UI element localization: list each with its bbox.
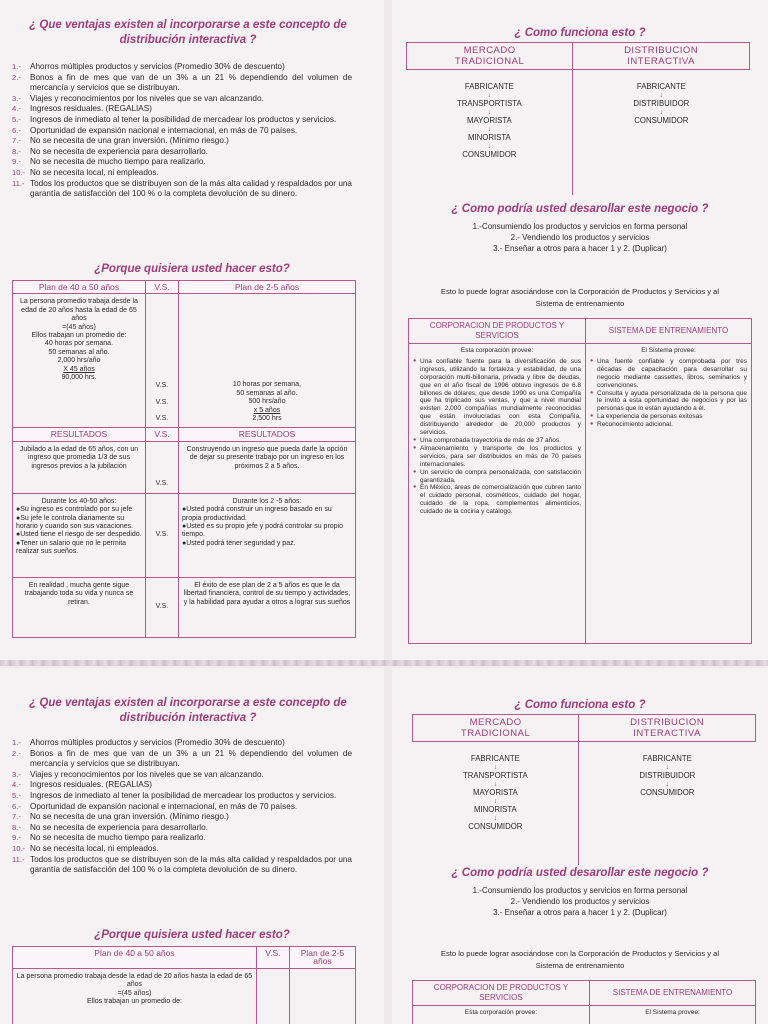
bullet-item: ●Su ingreso es controlado por su jefe [16,506,133,514]
item-text: No se necesita local, ni empleados. [30,167,159,177]
during-2-5 [178,493,355,577]
how-title: ¿ Como funciona esto ? [514,699,646,711]
arrow-down-icon: ↓ [659,109,664,116]
advantages-title-line1: ¿ Que ventajas existen al incorporarse a este concepto de [29,697,347,709]
text: INTERACTIVA [627,56,695,67]
system-header: SISTEMA DE ENTRENAMIENTO [590,981,756,1006]
item-number: 9.- [12,833,21,843]
text: Durante los 40-50 años: [41,497,117,505]
vs-cell: V.S. [145,577,178,637]
text: 10 horas por semana, [232,381,302,389]
advantage-item [12,115,352,126]
step-item: 1.-Consumiendo los productos y servicios en forma personal [472,886,688,895]
advantage-item [12,157,352,168]
system-item: ● Una fuente confiable y comprobada por tres décadas de capacitación para desarrollar su negocio mediante cassettes, libros, seminarios y convenciones. [590,358,747,390]
plan-comparison-table [12,946,356,1024]
text: Ellos trabajan un promedio de: [86,998,182,1006]
item-number: 11.- [12,854,25,864]
plan-2-5-header: Plan de 2-5 años [178,281,355,294]
text: V.S. [155,398,169,406]
text: =(45 años) [117,989,152,997]
item-number: 2.- [12,748,21,758]
arrow-down-icon: ↓ [493,781,498,788]
item-text: Todos los productos que se distribuyen son de la más alta calidad y respaldados por una garantía de satisfacción del 100 % o la completa devolución de su dinero. [30,854,352,875]
text: 50 semanas al año. [236,389,298,397]
text: DISTRIBUCION [630,717,705,728]
advantage-item [12,749,352,770]
bullet-item: ●Usted podrá tener seguridad y paz. [181,539,296,547]
system-item: ● Reconocimiento adicional. [590,421,747,429]
text: Sistema de entrenamiento [535,961,625,970]
item-number: 1.- [12,738,21,747]
text: 90,000 hrs. [61,374,97,382]
item-number: 11.- [12,178,25,188]
plan-40-50-hours [13,968,257,1024]
step-item: 3.- Enseñar a otros para a hacer 1 y 2. (Duplicar) [493,243,667,253]
text: 40 horas por semana. [44,340,114,348]
item-number: 2.- [12,72,21,82]
corporation-cell [413,1006,590,1024]
item-number: 10.- [12,843,26,853]
step-item: 2.- Vendiendo los productos y servicios [510,896,650,906]
market-comparison [412,714,756,865]
market-comparison [406,42,750,195]
vs-header-2: V.S. [145,428,178,441]
item-number: 6.- [12,801,21,811]
vs-header: V.S. [145,281,178,294]
item-text: Viajes y reconocimientos por los niveles que se van alcanzando. [30,93,264,103]
flow-step: CONSUMIDOR [462,150,517,159]
result-right: Construyendo un ingreso que pueda darle la opción de dejar su presente trabajo por un ingreso en los próximos 2 a 5 años. [178,441,355,493]
flow-step: MINORISTA [473,805,517,814]
flow-step: MAYORISTA [472,788,518,797]
text: Esto lo puede lograr asociándose con la Corporación de Productos y Servicios y al [440,949,720,958]
bullet-item: ●Usted es su propio jefe y podrá controlar su propio tiempo. [181,523,344,539]
bullet-item: ●Tener un salario que no le permita realizar sus sueños. [16,539,127,556]
text: TRADICIONAL [460,728,531,739]
text: La persona promedio trabaja desde la edad de 20 años hasta la edad de 65 años [20,298,138,323]
arrow-down-icon: ↓ [665,764,670,771]
vs-cell [256,968,289,1024]
item-text: No se necesita de experiencia para desarrollarlo. [30,822,208,832]
advantages-list [12,62,352,200]
item-text: Ingresos residuales. (REGALIAS) [30,780,152,790]
advantage-item [12,802,352,813]
item-text: Bonos a fin de mes que van de un 3% a un 21 % dependiendo del volumen de mercancía y servicios que se distribuyan. [30,72,352,93]
item-number: 7.- [12,812,21,822]
item-number: 1.- [12,62,21,71]
advantages-title-line2: distribución interactiva ? [119,712,257,724]
system-cell [590,1006,756,1024]
item-number: 8.- [12,822,21,832]
text: V.S. [155,415,169,422]
during-40-50 [13,493,146,577]
corporation-item: ● Almacenamiento y transporte de los productos y servicios, para ser distribuidos en más de 70 países internacionales. [413,445,581,469]
advantage-item [12,136,352,147]
text: 2,000 hrs/año [57,357,101,365]
results-header-left: RESULTADOS [13,428,146,441]
item-text: No se necesita de experiencia para desarrollarlo. [30,146,208,156]
flow-step: FABRICANTE [636,82,686,91]
text: 2,500 hrs [252,415,282,422]
flow-step: FABRICANTE [464,82,514,91]
text: El Sistema provee: [645,1009,700,1016]
develop-title: ¿ Como podría usted desarollar este negocio ? [451,203,709,215]
plan-comparison-table [12,280,356,638]
advantage-item [12,62,352,73]
traditional-flow [414,754,578,832]
traditional-flow [408,82,572,160]
item-text: Viajes y reconocimientos por los niveles que se van alcanzando. [30,769,264,779]
top-right-page [392,0,768,660]
advantages-title-line2: distribución interactiva ? [119,34,257,46]
advantage-item [12,94,352,105]
item-number: 5.- [12,114,21,124]
text: Ellos trabajan un promedio de: [31,332,127,340]
interactive-chain [573,70,750,196]
item-number: 10.- [12,167,26,177]
flow-step: CONSUMIDOR [634,116,689,125]
during-2-5-list [182,506,352,548]
advantage-item [12,73,352,94]
corporation-cell [409,344,586,644]
text: Esta corporación provee: [464,1009,538,1016]
item-text: Ingresos de inmediato al tener la posibilidad de mercadear los productos y servicios. [30,790,337,800]
traditional-chain [413,742,579,866]
achieve-text [392,948,768,972]
item-text: No se necesita de una gran inversión. (Mínimo riesgo.) [30,812,229,822]
system-item: ● La experiencia de personas exitosas [590,413,747,421]
text: V.S. [155,382,169,390]
flow-step: MAYORISTA [466,116,512,125]
system-item: ● Consulta y ayuda personalizada de la persona que le invitó a esta oportunidad de negocios y por las personas que lo están ayudando a él. [590,390,747,414]
results-header-right: RESULTADOS [178,428,355,441]
text: El Sistema provee: [641,347,696,354]
arrow-down-icon: ↓ [493,764,498,771]
steps-list [392,222,768,254]
traditional-chain [407,70,573,196]
advantages-title-line1: ¿ Que ventajas existen al incorporarse a este concepto de [29,19,347,31]
flow-step: CONSUMIDOR [640,788,695,797]
advantage-item [12,833,352,844]
steps-list [392,886,768,918]
result-left: Jubilado a la edad de 65 años, con un ingreso que promedia 1/3 de sus ingresos previos a la jubilación [13,441,146,493]
item-text: No se necesita de mucho tiempo para realizarlo. [30,833,206,843]
flow-step: TRANSPORTISTA [463,771,528,780]
item-number: 8.- [12,146,21,156]
arrow-down-icon: ↓ [665,781,670,788]
item-text: Ingresos residuales. (REGALIAS) [30,104,152,114]
advantage-item [12,179,352,200]
plan-2-5-hours [289,968,355,1024]
corporation-header: CORPORACION DE PRODUCTOS Y SERVICIOS [413,981,590,1006]
corporation-item: ● En México, áreas de comercialización que cubren tanto el cuidado personal, cosméticos, cuidado del hogar, cuidado de la ropa, complementos alimenticios, cuidado de la cocina y catálogo. [413,484,581,516]
arrow-down-icon: ↓ [487,143,492,150]
vs-header: V.S. [256,947,289,969]
plan-40-50-header: Plan de 40 a 50 años [13,947,257,969]
plan-2-5-header: Plan de 2-5 años [289,947,355,969]
arrow-down-icon: ↓ [487,92,492,99]
why-title: ¿Porque quisiera usted hacer esto? [94,263,290,275]
advantage-item [12,126,352,137]
text: TRADICIONAL [454,56,525,67]
corporation-system-table [412,980,756,1024]
interactive-header [573,43,750,70]
item-number: 9.- [12,157,21,167]
item-number: 5.- [12,790,21,800]
arrow-down-icon: ↓ [493,815,498,822]
interactive-flow [574,82,748,126]
how-title: ¿ Como funciona esto ? [514,27,646,39]
item-number: 3.- [12,769,21,779]
item-text: Ahorros múltiples productos y servicios (Promedio 30% de descuento) [30,62,285,71]
item-text: Ahorros múltiples productos y servicios (Promedio 30% de descuento) [30,738,285,747]
step-item: 2.- Vendiendo los productos y servicios [510,232,650,242]
item-text: No se necesita local, ni empleados. [30,843,159,853]
item-text: Oportunidad de expansión nacional e internacional, en más de 70 países. [30,125,298,135]
text: Esto lo puede lograr asociándose con la Corporación de Productos y Servicios y al [440,287,720,296]
arrow-down-icon: ↓ [659,92,664,99]
text: DISTRIBUCION [624,45,699,56]
item-text: Ingresos de inmediato al tener la posibilidad de mercadear los productos y servicios. [30,114,337,124]
interactive-header [579,715,756,742]
top-left-page [0,0,384,660]
bullet-item: ●Usted tiene el riesgo de ser despedido. [16,531,142,539]
bullet-item: ●Usted podrá construir un ingreso basado en su propia productividad. [181,506,332,522]
text: x 5 años [253,406,281,414]
vs-cell [145,294,178,428]
item-text: No se necesita de mucho tiempo para realizarlo. [30,157,206,167]
text: Durante los 2 -5 años: [232,497,302,505]
advantages-title [8,18,368,48]
advantage-item [12,738,352,749]
arrow-down-icon: ↓ [487,109,492,116]
bottom-right-page [392,668,768,1024]
arrow-down-icon: ↓ [493,798,498,805]
text: X 45 años [63,365,95,373]
advantage-item [12,147,352,158]
text: Esta corporación provee: [460,347,534,354]
advantage-item [12,168,352,179]
item-number: 6.- [12,125,21,135]
reality-right: El éxito de ese plan de 2 a 5 años es que le da libertad financiera, control de su tiempo y actividades, y la habilidad para ayudar a otros a lograr sus sueños [178,577,355,637]
page-tear [0,660,768,666]
item-number: 4.- [12,780,21,790]
advantage-item [12,812,352,823]
advantage-item [12,770,352,781]
corporation-list [413,358,581,516]
item-text: Bonos a fin de mes que van de un 3% a un 21 % dependiendo del volumen de mercancía y servicios que se distribuyan. [30,748,352,769]
advantages-title [8,696,368,726]
advantage-item [12,844,352,855]
advantage-item [12,791,352,802]
text: 50 semanas al año. [48,348,110,356]
vs-cell: V.S. [145,441,178,493]
item-text: No se necesita de una gran inversión. (Mínimo riesgo.) [30,136,229,146]
flow-step: TRANSPORTISTA [457,99,522,108]
flow-step: FABRICANTE [470,754,520,763]
during-40-50-list [16,506,142,556]
develop-title: ¿ Como podría usted desarollar este negocio ? [451,867,709,879]
step-item: 1.-Consumiendo los productos y servicios en forma personal [472,222,688,231]
why-title: ¿Porque quisiera usted hacer esto? [94,929,290,941]
bullet-item: ●Su jefe le controla diariamente su horario y cuando son sus vacaciones. [16,514,134,531]
flow-step: DISTRIBUIDOR [639,771,696,780]
text: Sistema de entrenamiento [535,299,625,308]
plan-2-5-hours [178,294,355,428]
vs-cell: V.S. [145,493,178,577]
advantages-list [12,738,352,876]
system-cell [586,344,752,644]
reality-left: En realidad , mucha gente sigue trabajando toda su vida y nunca se retiran. [13,577,146,637]
advantage-item [12,855,352,876]
corporation-item: ● Un servicio de compra personalizada, con satisfacción garantizada. [413,469,581,485]
item-text: Oportunidad de expansión nacional e internacional, en más de 70 países. [30,801,298,811]
system-header: SISTEMA DE ENTRENAMIENTO [586,319,752,344]
text: MERCADO [463,45,516,56]
text: MERCADO [469,717,522,728]
step-item: 3.- Enseñar a otros para a hacer 1 y 2. (Duplicar) [493,907,667,917]
bottom-left-page [0,668,384,1024]
flow-step: FABRICANTE [642,754,692,763]
system-list [590,358,747,429]
text: La persona promedio trabaja desde la edad de 20 años hasta la edad de 65 años [16,972,253,989]
achieve-text [392,286,768,310]
traditional-header [413,715,579,742]
flow-step: DISTRIBUIDOR [633,99,690,108]
interactive-chain [579,742,756,866]
text: INTERACTIVA [633,728,701,739]
traditional-header [407,43,573,70]
corporation-system-table [408,318,752,644]
text: =(45 años) [62,323,96,331]
corporation-header: CORPORACION DE PRODUCTOS Y SERVICIOS [409,319,586,344]
item-number: 3.- [12,93,21,103]
advantage-item [12,780,352,791]
item-number: 4.- [12,104,21,114]
flow-step: CONSUMIDOR [468,822,523,831]
text: 500 hrs/año [248,398,286,406]
advantage-item [12,104,352,115]
plan-40-50-hours [13,294,146,428]
plan-40-50-header: Plan de 40 a 50 años [13,281,146,294]
arrow-down-icon: ↓ [487,126,492,133]
interactive-flow [580,754,754,798]
corporation-item: ● Una comprobada trayectoria de más de 37 años. [413,437,581,445]
corporation-item: ● Una confiable fuente para la diversificación de sus ingresos, utilizando la fortaleza y estabilidad, de una corporación multi-billonaria, privada y libre de deudas, que en el año fiscal de 1996 obtuvo ingresos de 6.8 billones de dólares, que desde 1990 es una Compañía que ha triplicado sus ventas, y que a nivel mundial existen 2,000 compañías mundialmente reconocidas que están involucradas con esta Compañía, distribuyendo alrededor de 20,000 productos y servicios. [413,358,581,437]
flow-step: MINORISTA [467,133,511,142]
item-number: 7.- [12,136,21,146]
advantage-item [12,823,352,834]
item-text: Todos los productos que se distribuyen son de la más alta calidad y respaldados por una garantía de satisfacción del 100 % o la completa devolución de su dinero. [30,178,352,199]
